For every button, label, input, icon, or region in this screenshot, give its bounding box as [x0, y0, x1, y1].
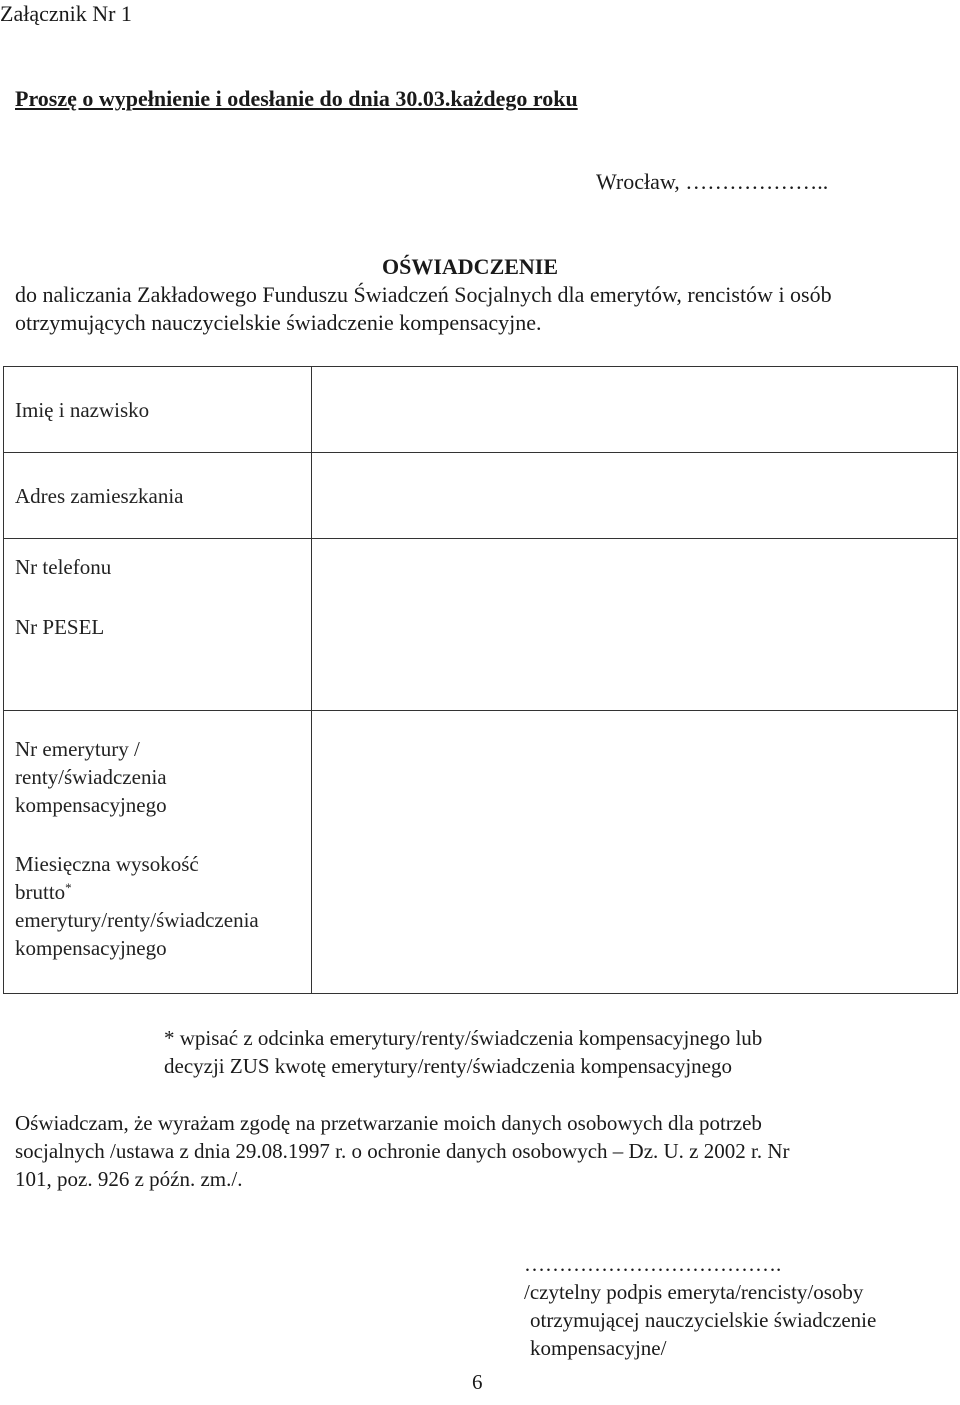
page-number: 6 [472, 1370, 483, 1394]
pension-field[interactable] [312, 711, 958, 994]
signature-caption-3: kompensacyjne/ [530, 1336, 667, 1360]
pesel-label: Nr PESEL [15, 615, 105, 639]
form-row-name [4, 367, 958, 453]
signature-dots: ………………………………. [524, 1252, 782, 1276]
subtitle-line-2: otrzymujących nauczycielskie świadczenie kompensacyjne. [15, 310, 542, 335]
phone-label: Nr telefonu [15, 555, 112, 579]
pension-label-cell [4, 711, 312, 994]
form-row-pension [4, 711, 958, 994]
personal-data-form [3, 366, 958, 994]
attachment-label: Załącznik Nr 1 [0, 1, 132, 26]
consent-line-3: 101, poz. 926 z późn. zm./. [15, 1167, 243, 1191]
name-label: Imię i nazwisko [4, 367, 312, 453]
monthly-amount-label-2: brutto [15, 879, 66, 904]
deadline-note: Proszę o wypełnienie i odesłanie do dnia 30.03.każdego roku [15, 86, 578, 111]
phone-pesel-label-cell [4, 539, 312, 711]
consent-line-1: Oświadczam, że wyrażam zgodę na przetwarzanie moich danych osobowych dla potrzeb [15, 1111, 762, 1135]
signature-caption-1: /czytelny podpis emeryta/rencisty/osoby [524, 1280, 864, 1304]
subtitle-line-1: do naliczania Zakładowego Funduszu Świadczeń Socjalnych dla emerytów, rencistów i osób [15, 282, 832, 307]
pension-number-label-1: Nr emerytury / [15, 736, 140, 761]
monthly-amount-label-4: kompensacyjnego [15, 935, 167, 960]
pension-number-label-3: kompensacyjnego [15, 792, 167, 817]
address-field[interactable] [312, 453, 958, 539]
name-field[interactable] [312, 367, 958, 453]
monthly-amount-label-3: emerytury/renty/świadczenia [15, 907, 259, 932]
footnote-line-2: decyzji ZUS kwotę emerytury/renty/świadczenia kompensacyjnego [164, 1054, 732, 1078]
footnote-line-1: * wpisać z odcinka emerytury/renty/świadczenia kompensacyjnego lub [164, 1026, 763, 1050]
monthly-amount-label-1: Miesięczna wysokość [15, 851, 199, 876]
place-date: Wrocław, ……………….. [596, 169, 829, 194]
document-title: OŚWIADCZENIE [382, 254, 559, 279]
form-row-address [4, 453, 958, 539]
form-row-phone-pesel [4, 539, 958, 711]
address-label: Adres zamieszkania [4, 453, 312, 539]
consent-line-2: socjalnych /ustawa z dnia 29.08.1997 r. o ochronie danych osobowych – Dz. U. z 2002 r. Nr [15, 1139, 790, 1163]
pension-number-label-2: renty/świadczenia [15, 764, 167, 789]
footnote-mark: * [65, 879, 72, 895]
signature-caption-2: otrzymującej nauczycielskie świadczenie [530, 1308, 877, 1332]
phone-pesel-field[interactable] [312, 539, 958, 711]
